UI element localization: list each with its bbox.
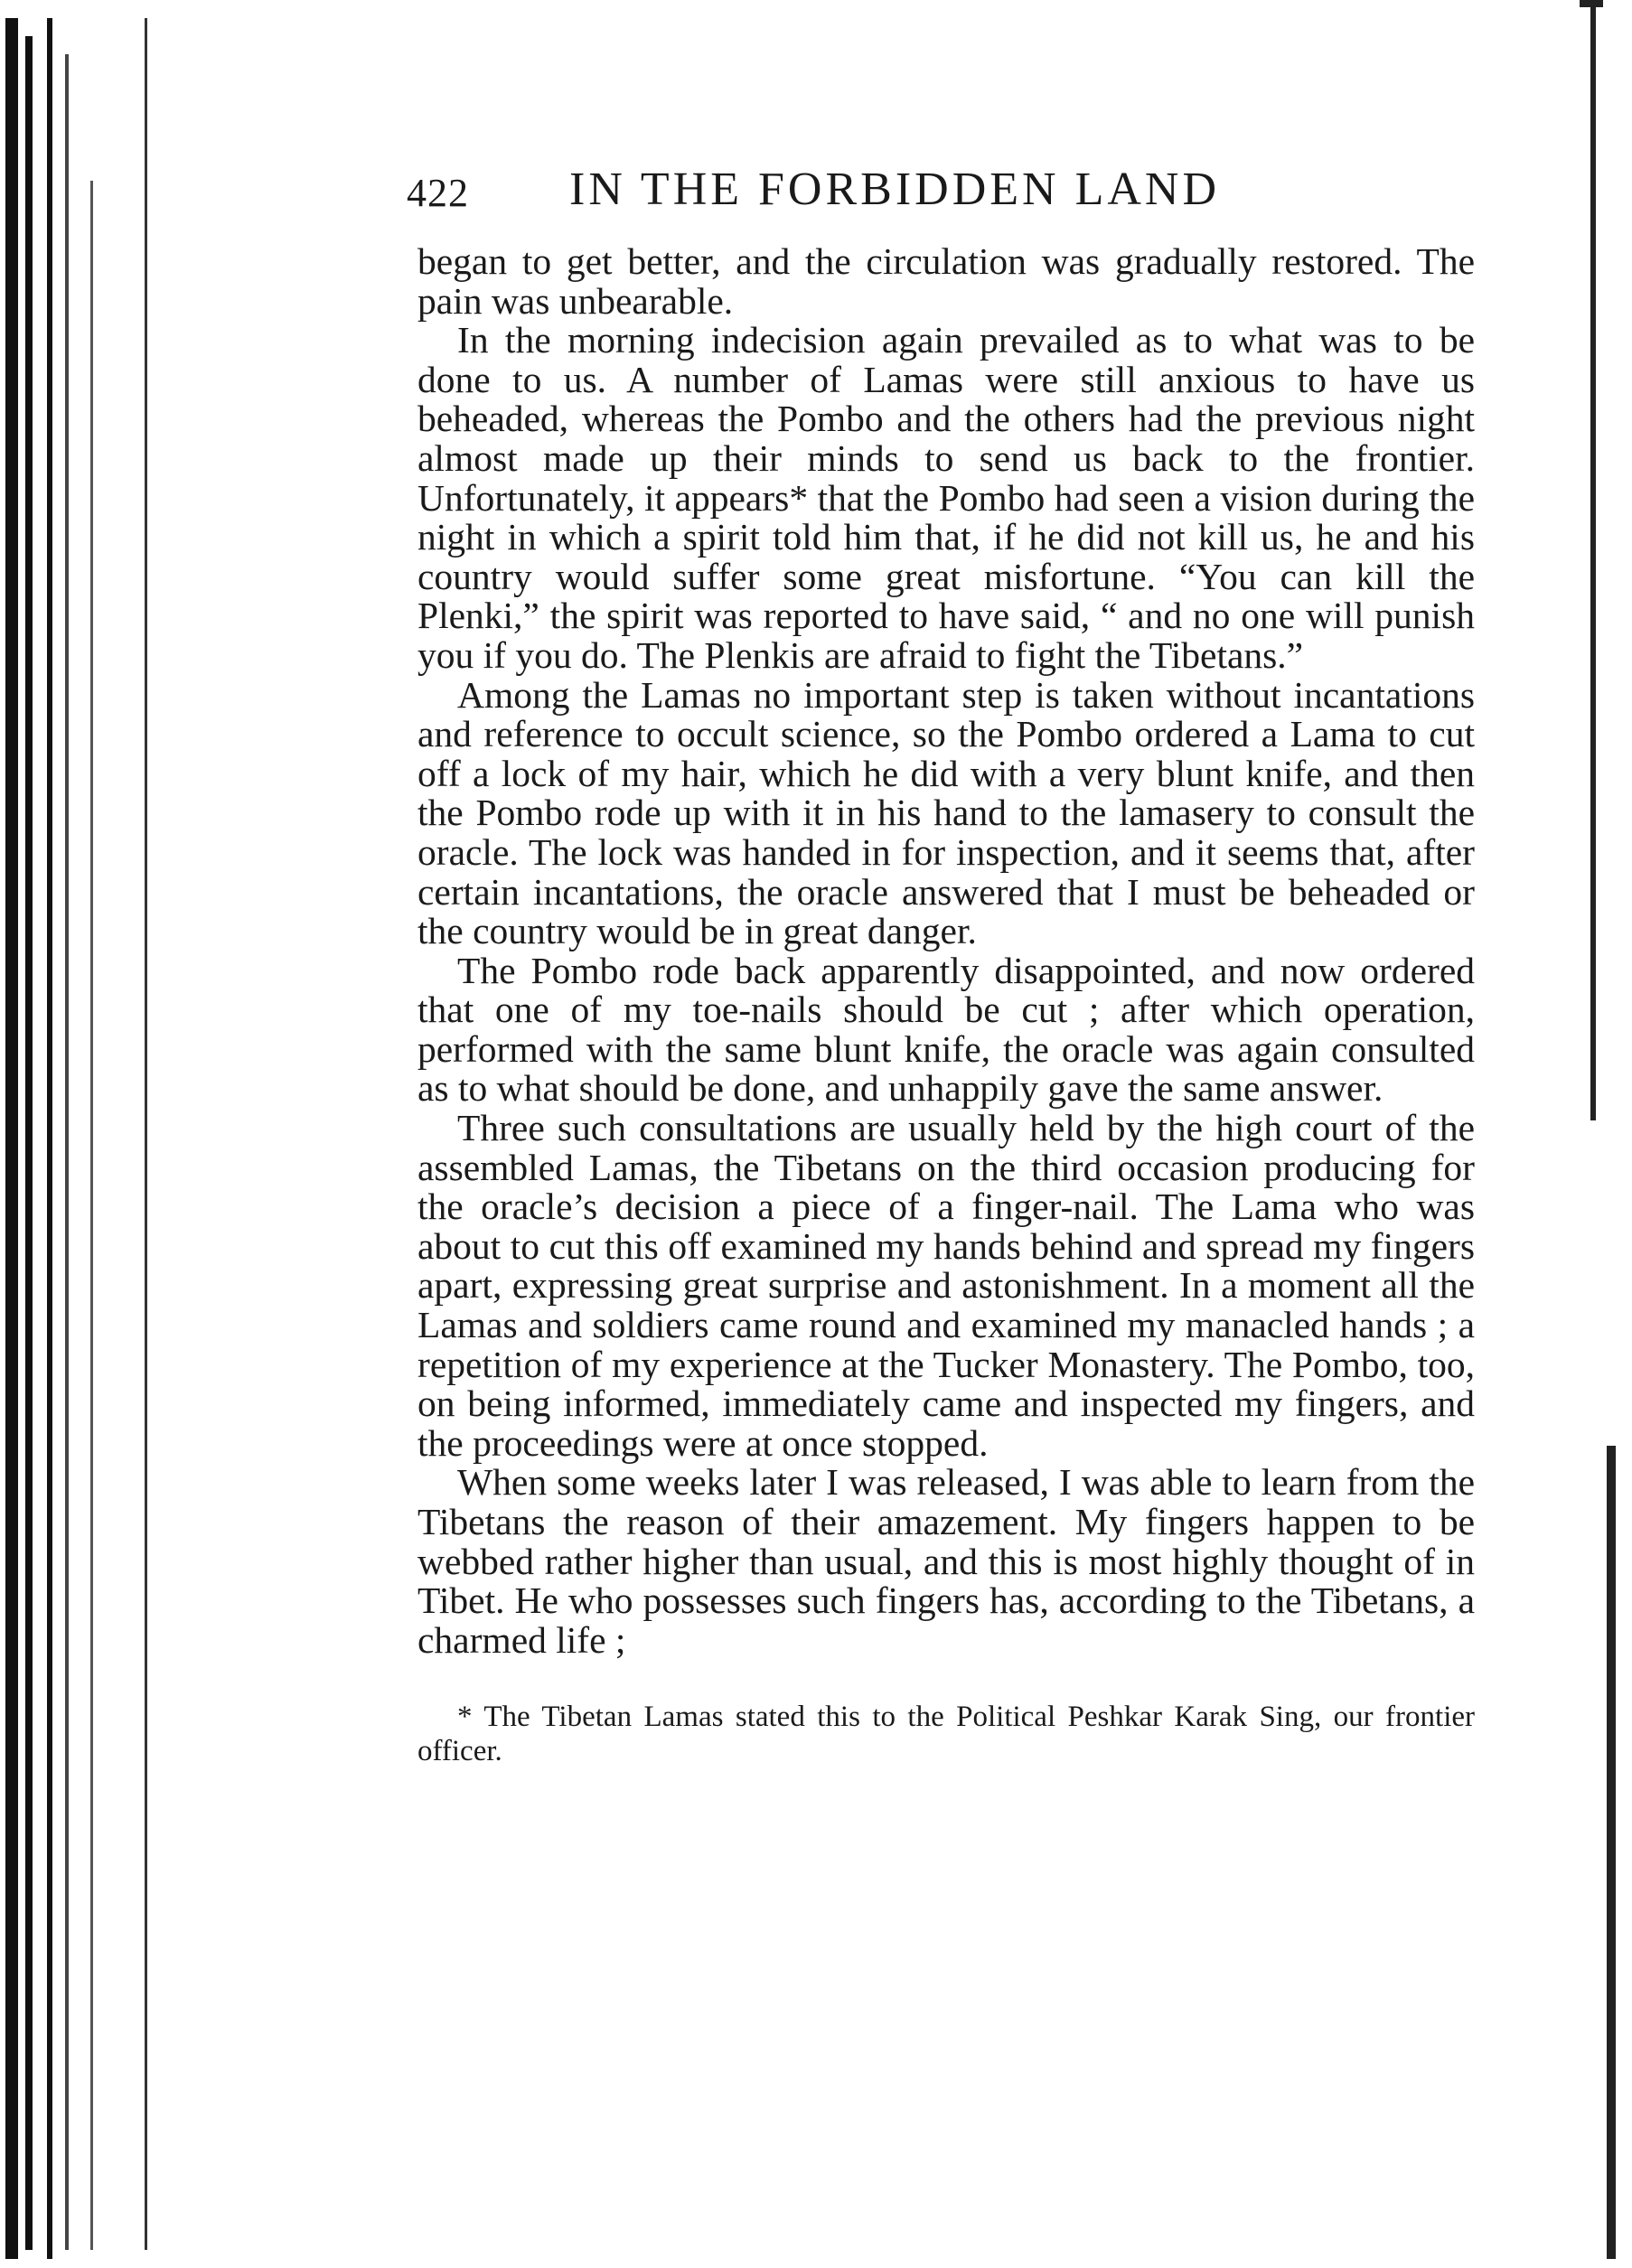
page-header <box>407 163 1475 235</box>
footnote: * The Tibetan Lamas stated this to the Political Peshkar Karak Sing, our frontier officer. <box>417 1701 1475 1768</box>
book-page <box>407 163 1475 1768</box>
paragraph: The Pombo rode back apparently disappointed, and now ordered that one of my toe-nails should be cut ; after which operation, performed with the same blunt knife, the oracle was again consulted as to what should be done, and unhappily gave the same answer. <box>417 949 1475 1110</box>
page-edge <box>1580 0 1603 7</box>
page-edge <box>1590 0 1596 1120</box>
paragraph: In the morning indecision again prevailed as to what was to be done to us. A number of Lamas were still anxious to have us beheaded, whereas the Pombo and the others had the previous night almost made up their minds to send us back to the frontier. Unfortunately, it appears* that the Pombo had seen a vision during the night in which a spirit told him that, if he did not kill us, he and his country would suffer some great misfortune. “You can kill the Plenki,” the spirit was reported to have said, “ and no one will punish you if you do. The Plenkis are afraid to fight the Tibetans.” <box>417 319 1475 676</box>
page-edge <box>1607 1446 1616 2259</box>
body-text <box>417 242 1475 1660</box>
binding-edge <box>90 181 93 2250</box>
binding-edge <box>25 36 33 2250</box>
paragraph: When some weeks later I was released, I was able to learn from the Tibetans the reason of their amazement. My fingers happen to be webbed rather higher than usual, and this is most highly thought of in Tibet. He who possesses such fingers has, according to the Tibetans, a charmed life ; <box>417 1461 1475 1661</box>
binding-edge <box>47 18 52 2259</box>
paragraph: Three such consultations are usually held by the high court of the assembled Lamas, the Tibetans on the third occasion producing for the oracle’s decision a piece of a finger-nail. The Lama who was about to cut this off examined my hands behind and spread my fingers apart, expressing great surprise and astonishment. In a moment all the Lamas and soldiers came round and examined my manacled hands ; a repetition of my experience at the Tucker Monastery. The Pombo, too, on being informed, immediately came and inspected my fingers, and the proceedings were at once stopped. <box>417 1107 1475 1464</box>
binding-edge <box>65 54 69 2250</box>
paragraph: began to get better, and the circulation was gradually restored. The pain was unbearable. <box>417 240 1475 322</box>
running-title: IN THE FORBIDDEN LAND <box>569 164 1221 215</box>
binding-edge <box>5 18 18 2259</box>
page-number: 422 <box>407 171 469 215</box>
paragraph: Among the Lamas no important step is taken without incantations and reference to occult science, so the Pombo ordered a Lama to cut off a lock of my hair, which he did with a very blunt knife, and then the Pombo rode up with it in his hand to the lamasery to consult the oracle. The lock was handed in for inspection, and it seems that, after certain incantations, the oracle answered that I must be beheaded or the country would be in great danger. <box>417 673 1475 952</box>
binding-edge <box>145 18 147 2250</box>
